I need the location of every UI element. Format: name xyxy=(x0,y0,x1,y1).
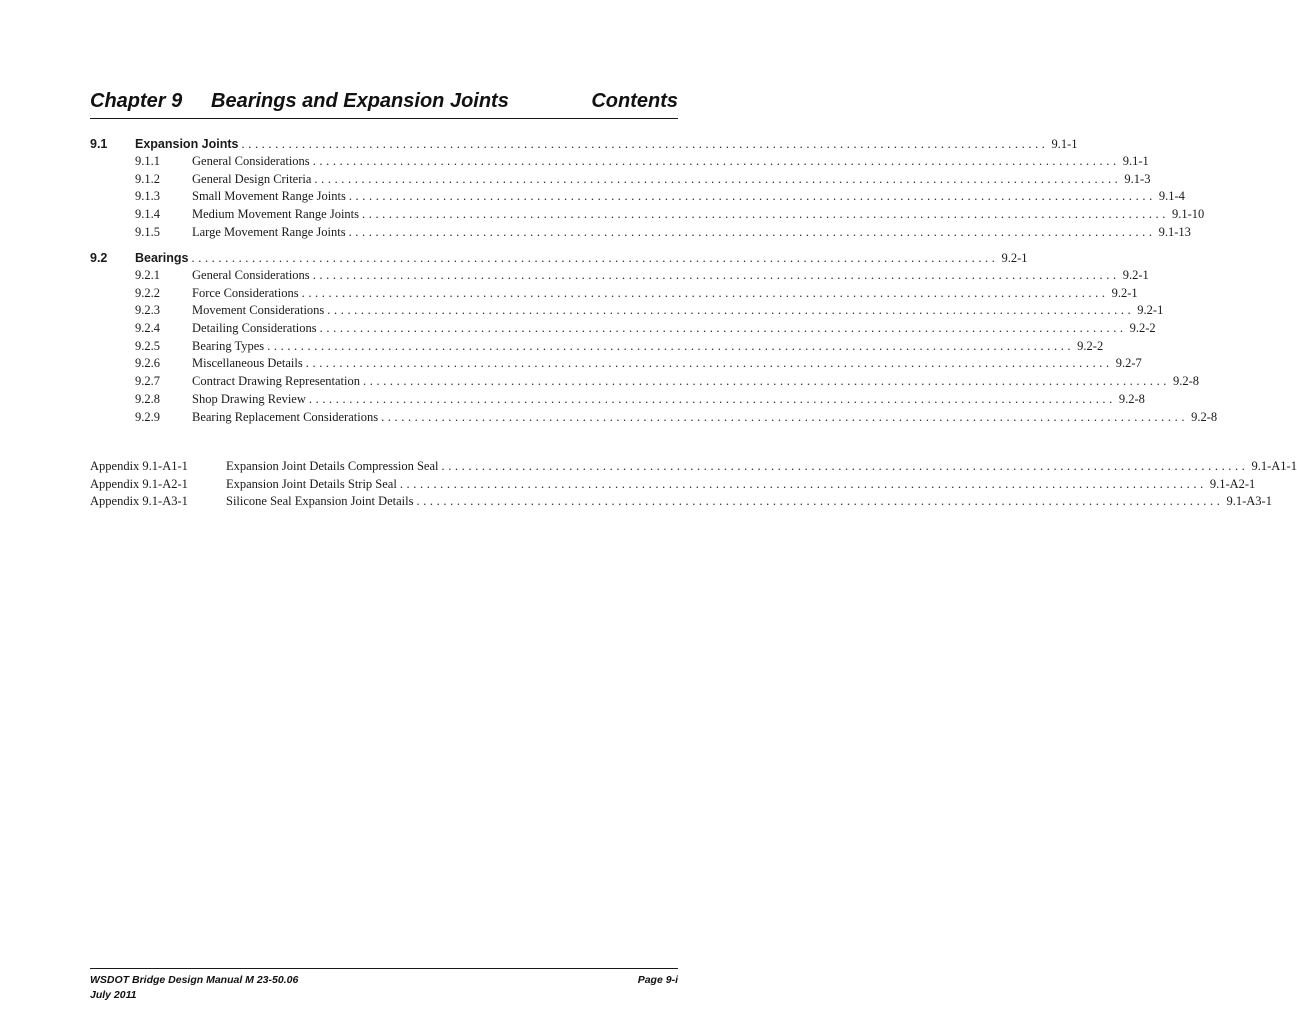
subsection-title: Movement Considerations xyxy=(192,302,327,320)
chapter-number: Chapter 9 xyxy=(90,90,183,112)
manual-name: WSDOT Bridge Design Manual M 23-50.06 xyxy=(90,974,299,986)
section-number: 9.2 xyxy=(90,251,108,265)
subsection-number: 9.2.3 xyxy=(135,303,160,318)
subsection-number: 9.2.7 xyxy=(135,374,160,389)
toc-entry-subsection[interactable] xyxy=(90,409,1218,427)
page-ref: 9.2-8 xyxy=(1173,374,1200,389)
subsection-title: General Design Criteria xyxy=(192,171,314,189)
subsection-title: Bearing Replacement Considerations xyxy=(192,409,381,427)
page-ref: 9.2-1 xyxy=(1137,303,1164,318)
page-ref: 9.2-8 xyxy=(1191,409,1218,424)
section-number: 9.1 xyxy=(90,137,108,151)
subsection-title: Shop Drawing Review xyxy=(192,391,309,409)
page-ref: 9.2-8 xyxy=(1118,391,1145,406)
subsection-number: 9.1.4 xyxy=(135,207,160,222)
page-ref: 9.2-1 xyxy=(1111,285,1138,300)
subsection-title: Miscellaneous Details xyxy=(192,355,306,373)
dot-leader: ........................................................................................................................ xyxy=(416,494,1224,509)
chapter-title: Bearings and Expansion Joints xyxy=(211,90,509,112)
toc-entry-subsection[interactable] xyxy=(90,267,1149,285)
chapter-header xyxy=(90,88,678,119)
toc-entry-subsection[interactable] xyxy=(90,355,1142,373)
page-ref: 9.1-1 xyxy=(1122,154,1149,168)
subsection-number: 9.1.3 xyxy=(135,189,160,204)
subsection-number: 9.2.8 xyxy=(135,391,160,406)
subsection-number: 9.2.2 xyxy=(135,285,160,300)
page-ref: 9.1-4 xyxy=(1158,189,1185,204)
dot-leader: ........................................................................................................................ xyxy=(319,321,1127,336)
document-page xyxy=(90,0,1297,1024)
page-ref: 9.1-A2-1 xyxy=(1209,476,1256,491)
toc-entry-subsection[interactable] xyxy=(90,206,1205,224)
footer-rule xyxy=(90,968,678,969)
page-ref: 9.2-1 xyxy=(1122,268,1149,282)
appendix-title: Expansion Joint Details Strip Seal xyxy=(226,476,400,494)
dot-leader: ........................................................................................................................ xyxy=(241,137,1049,151)
page-ref: 9.2-2 xyxy=(1077,338,1104,353)
toc-entry-appendix[interactable] xyxy=(90,458,1297,476)
subsection-title: General Considerations xyxy=(192,153,313,171)
subsection-title: Force Considerations xyxy=(192,285,302,303)
page-ref: 9.2-1 xyxy=(1001,251,1028,265)
toc-entry-subsection[interactable] xyxy=(90,188,1185,206)
subsection-number: 9.1.2 xyxy=(135,171,160,186)
page-ref: 9.2-7 xyxy=(1115,356,1142,371)
toc-entry-subsection[interactable] xyxy=(90,171,1151,189)
subsection-title: Medium Movement Range Joints xyxy=(192,206,362,224)
toc-entry-section[interactable] xyxy=(90,249,1028,267)
subsection-number: 9.1.5 xyxy=(135,224,160,239)
publication-date: July 2011 xyxy=(90,989,137,1001)
toc-entry-appendix[interactable] xyxy=(90,476,1256,494)
page-ref: 9.1-A1-1 xyxy=(1251,459,1297,473)
dot-leader: ........................................................................................................................ xyxy=(191,251,999,265)
dot-leader: ........................................................................................................................ xyxy=(348,224,1156,239)
dot-leader: ........................................................................................................................ xyxy=(362,207,1169,222)
dot-leader: ........................................................................................................................ xyxy=(305,356,1113,371)
toc-entry-subsection[interactable] xyxy=(90,224,1191,242)
toc-entry-subsection[interactable] xyxy=(90,391,1145,409)
subsection-title: Small Movement Range Joints xyxy=(192,188,349,206)
dot-leader: ........................................................................................................................ xyxy=(399,476,1207,491)
dot-leader: ........................................................................................................................ xyxy=(363,374,1171,389)
toc-section-9-1 xyxy=(90,135,1205,241)
appendix-number: Appendix 9.1-A3-1 xyxy=(90,494,188,509)
toc-entry-subsection[interactable] xyxy=(90,320,1156,338)
toc-section-9-2 xyxy=(90,249,1218,426)
page-number: Page 9-i xyxy=(637,974,678,986)
dot-leader: ........................................................................................................................ xyxy=(308,391,1116,406)
subsection-title: Detailing Considerations xyxy=(192,320,320,338)
section-title: Expansion Joints xyxy=(135,135,242,153)
toc-appendices xyxy=(90,458,1297,511)
dot-leader: ........................................................................................................................ xyxy=(312,268,1120,282)
toc-entry-appendix[interactable] xyxy=(90,493,1272,511)
subsection-number: 9.2.1 xyxy=(135,268,160,282)
contents-label: Contents xyxy=(591,90,678,112)
page-ref: 9.1-13 xyxy=(1158,224,1191,239)
dot-leader: ........................................................................................................................ xyxy=(348,189,1156,204)
subsection-number: 9.2.4 xyxy=(135,321,160,336)
subsection-number: 9.1.1 xyxy=(135,154,160,168)
appendix-number: Appendix 9.1-A1-1 xyxy=(90,459,188,473)
toc-entry-subsection[interactable] xyxy=(90,285,1138,303)
appendix-number: Appendix 9.1-A2-1 xyxy=(90,476,188,491)
toc-entry-section[interactable] xyxy=(90,135,1078,153)
appendix-title: Silicone Seal Expansion Joint Details xyxy=(226,493,416,511)
page-ref: 9.2-2 xyxy=(1129,321,1156,336)
subsection-title: Contract Drawing Representation xyxy=(192,373,363,391)
section-title: Bearings xyxy=(135,249,192,267)
dot-leader: ........................................................................................................................ xyxy=(381,409,1189,424)
subsection-title: Large Movement Range Joints xyxy=(192,224,349,242)
dot-leader: ........................................................................................................................ xyxy=(441,459,1249,473)
toc-entry-subsection[interactable] xyxy=(90,153,1149,171)
subsection-number: 9.2.6 xyxy=(135,356,160,371)
toc-entry-subsection[interactable] xyxy=(90,373,1200,391)
page-ref: 9.1-3 xyxy=(1124,171,1151,186)
page-ref: 9.1-1 xyxy=(1051,137,1078,151)
subsection-number: 9.2.9 xyxy=(135,409,160,424)
page-ref: 9.1-10 xyxy=(1172,207,1205,222)
dot-leader: ........................................................................................................................ xyxy=(267,338,1075,353)
toc-entry-subsection[interactable] xyxy=(90,302,1164,320)
page-ref: 9.1-A3-1 xyxy=(1226,494,1272,509)
subsection-title: General Considerations xyxy=(192,267,313,285)
subsection-title: Bearing Types xyxy=(192,338,267,356)
dot-leader: ........................................................................................................................ xyxy=(312,154,1120,168)
toc-entry-subsection[interactable] xyxy=(90,338,1104,356)
appendix-title: Expansion Joint Details Compression Seal xyxy=(226,458,441,476)
dot-leader: ........................................................................................................................ xyxy=(301,285,1109,300)
subsection-number: 9.2.5 xyxy=(135,338,160,353)
dot-leader: ........................................................................................................................ xyxy=(314,171,1122,186)
dot-leader: ........................................................................................................................ xyxy=(327,303,1135,318)
